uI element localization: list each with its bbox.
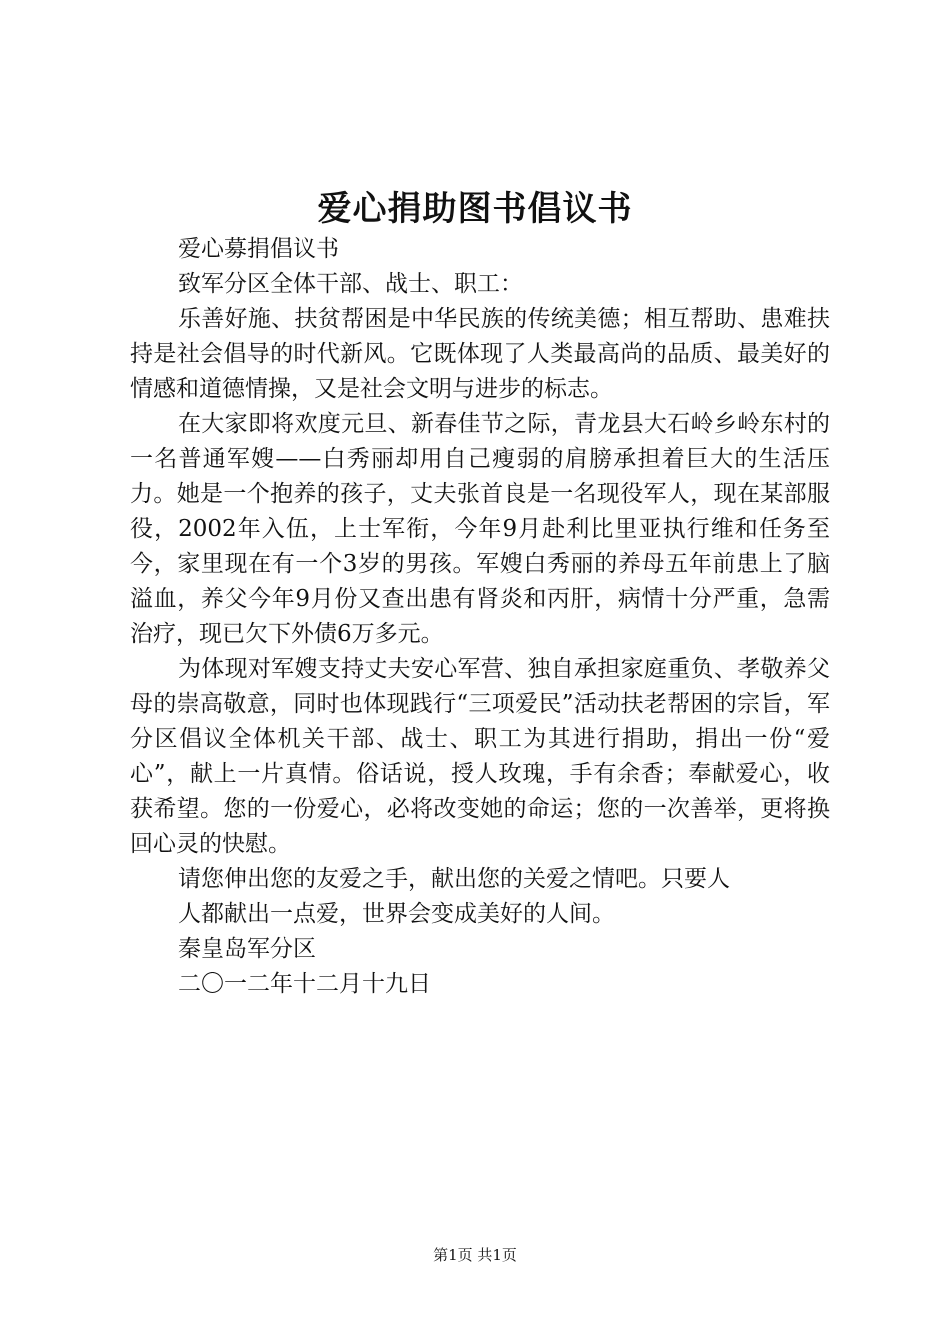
date: 二〇一二年十二月十九日: [178, 971, 431, 997]
signature: 秦皇岛军分区: [178, 936, 316, 962]
paragraph-3: 为体现对军嫂支持丈夫安心军营、独自承担家庭重负、孝敬养父母的崇高敬意，同时也体现践行“三项爱民”活动扶老帮困的宗旨，军分区倡议全体机关干部、战士、职工为其进行捐助，捐出一份“爱心”，献上一片真情。俗话说，授人玫瑰，手有余香；奉献爱心，收获希望。您的一份爱心，必将改变她的命运；您的一次善举，更将换回心灵的快慰。: [130, 656, 830, 857]
paragraph-2: 在大家即将欢度元旦、新春佳节之际，青龙县大石岭乡岭东村的一名普通军嫂——白秀丽却用自己瘦弱的肩膀承担着巨大的生活压力。她是一个抱养的孩子，丈夫张首良是一名现役军人，现在某部服役，2002年入伍，上士军衔，今年9月赴利比里亚执行维和任务至今，家里现在有一个3岁的男孩。军嫂白秀丽的养母五年前患上了脑溢血，养父今年9月份又查出患有肾炎和丙肝，病情十分严重，急需治疗，现已欠下外债6万多元。: [130, 411, 830, 647]
closing-line-1: 请您伸出您的友爱之手，献出您的关爱之情吧。只要人: [178, 866, 730, 892]
paragraph-1: 乐善好施、扶贫帮困是中华民族的传统美德；相互帮助、患难扶持是社会倡导的时代新风。它既体现了人类最高尚的品质、最美好的情感和道德情操，又是社会文明与进步的标志。: [130, 306, 830, 402]
closing-line-2: 人都献出一点爱，世界会变成美好的人间。: [178, 901, 615, 927]
page-footer: 第1页 共1页: [433, 1246, 517, 1264]
document-body: [130, 232, 830, 1002]
salutation: 致军分区全体干部、战士、职工：: [178, 271, 523, 297]
subtitle: 爱心募捐倡议书: [178, 236, 339, 262]
document-title: 爱心捐助图书倡议书: [317, 189, 633, 229]
